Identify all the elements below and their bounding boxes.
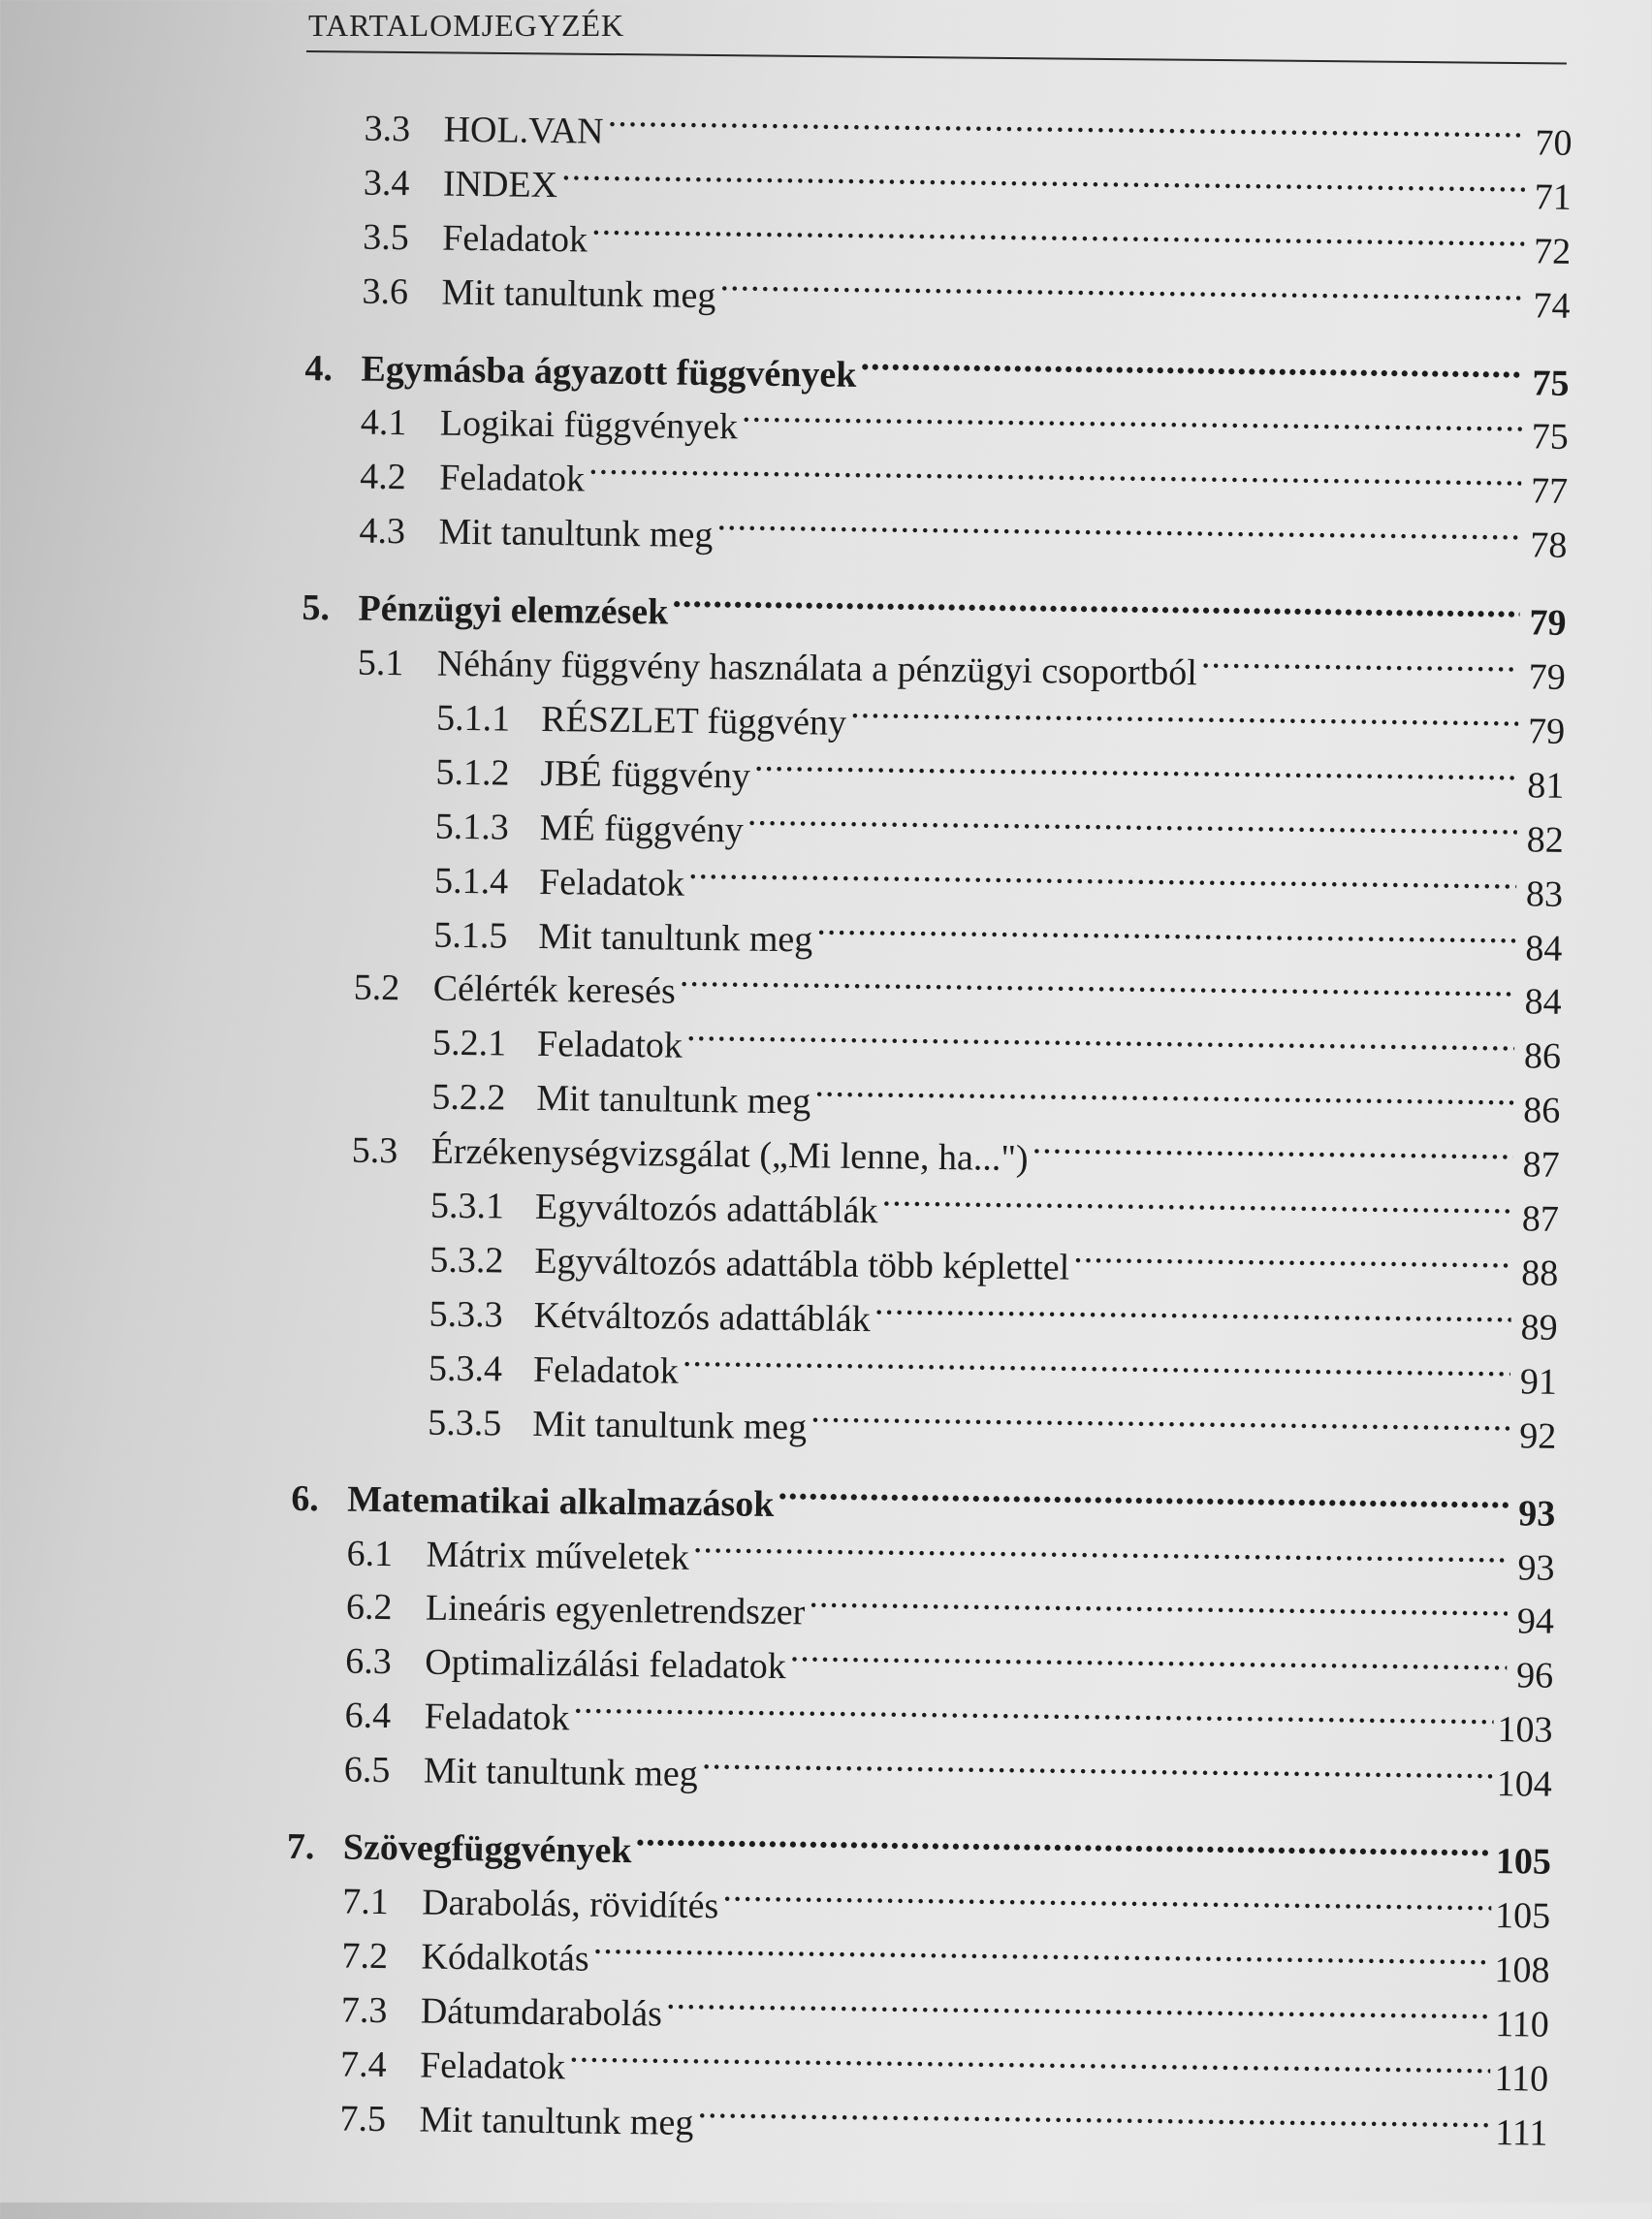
toc-entry-title: Optimalizálási feladatok <box>425 1641 786 1688</box>
dot-leader <box>666 1980 1492 2036</box>
toc-entry <box>342 1867 1551 1937</box>
dot-leader <box>874 1284 1511 1339</box>
dot-leader <box>754 742 1518 798</box>
toc-entry-page-number: 96 <box>1515 1655 1554 1696</box>
toc-chapter-entry <box>291 1464 1556 1535</box>
toc-entry-page-number: 110 <box>1494 2004 1550 2045</box>
toc-entry-title: Darabolás, rövidítés <box>421 1882 719 1927</box>
dot-leader <box>569 2032 1491 2090</box>
dot-leader <box>592 1924 1490 1981</box>
toc-entry-number: 5.1.1 <box>435 697 511 740</box>
toc-entry-title: Feladatok <box>441 217 588 261</box>
toc-entry-number: 6.2 <box>345 1586 393 1629</box>
dot-leader <box>686 1011 1515 1067</box>
toc-entry-page-number: 83 <box>1525 873 1564 915</box>
toc-entry-number: 4.3 <box>359 510 406 553</box>
toc-entry-page-number: 104 <box>1496 1763 1553 1805</box>
toc-chapter-entry <box>286 1812 1552 1883</box>
toc-entry <box>345 1572 1555 1642</box>
toc-entry <box>353 953 1562 1023</box>
toc-entry-number: 5.3.1 <box>429 1185 505 1227</box>
toc-entry-number: 5.2.1 <box>431 1022 507 1064</box>
toc-entry-title: Feladatok <box>438 457 586 500</box>
dot-leader <box>680 957 1515 1014</box>
toc-entry-page-number: 94 <box>1516 1601 1555 1642</box>
toc-entry-page-number: 111 <box>1494 2112 1548 2154</box>
toc-entry-number: 6.4 <box>344 1695 392 1737</box>
toc-entry <box>357 628 1567 698</box>
dot-leader <box>716 500 1521 556</box>
toc-entry-number: 4.1 <box>360 401 407 444</box>
toc-entry-number: 5.1 <box>357 642 404 684</box>
toc-entry-title: Feladatok <box>419 2045 566 2088</box>
toc-chapter-entry <box>304 333 1570 404</box>
toc-entry-page-number: 91 <box>1519 1361 1558 1403</box>
dot-leader <box>778 1470 1509 1525</box>
toc-entry <box>360 388 1570 458</box>
toc-entry-title: MÉ függvény <box>539 807 745 851</box>
dot-leader <box>810 1392 1510 1447</box>
toc-entry-title: Dátumdarabolás <box>420 1990 663 2035</box>
toc-entry <box>429 1280 1558 1348</box>
toc-entry-title: Néhány függvény használata a pénzügyi csoportból <box>436 643 1198 694</box>
dot-leader <box>860 340 1523 395</box>
toc-entry-page-number: 93 <box>1517 1547 1555 1589</box>
dot-leader <box>1032 1124 1513 1176</box>
toc-entry <box>351 1116 1560 1186</box>
dot-leader <box>881 1176 1512 1230</box>
toc-entry-page-number: 84 <box>1524 981 1562 1023</box>
toc-entry-page-number: 71 <box>1534 176 1573 218</box>
page-header-title: TARTALOMJEGYZÉK <box>308 8 625 43</box>
toc-entry-number: 5.3.3 <box>429 1293 503 1336</box>
toc-entry-page-number: 89 <box>1520 1307 1558 1348</box>
toc-entry-page-number: 74 <box>1533 285 1571 327</box>
toc-entry-title: Lineáris egyenletrendszer <box>425 1587 806 1633</box>
toc-entry-number: 5.1.4 <box>433 860 509 903</box>
toc-entry-page-number: 105 <box>1494 1895 1551 1937</box>
toc-entry-page-number: 86 <box>1523 1090 1561 1131</box>
toc-entry <box>359 442 1569 512</box>
toc-entry-number: 3.5 <box>362 216 409 259</box>
toc-entry-number: 6.5 <box>343 1749 391 1791</box>
toc-entry <box>428 1388 1557 1457</box>
toc-entry-number: 5.2 <box>353 967 400 1009</box>
toc-entry-title: Mit tanultunk meg <box>419 2099 694 2143</box>
toc-entry-number: 5.3 <box>351 1129 398 1172</box>
toc-entry-title: Célérték keresés <box>432 967 677 1012</box>
dot-leader <box>688 849 1517 905</box>
toc-entry <box>359 496 1568 566</box>
toc-entry-title: INDEX <box>442 163 558 206</box>
toc-entry-number: 3.6 <box>362 270 409 313</box>
toc-entry-number: 5.2.2 <box>431 1076 506 1119</box>
toc-entry-number: 7. <box>286 1825 315 1868</box>
toc-entry-page-number: 81 <box>1527 765 1565 807</box>
toc-entry-title: Mit tanultunk meg <box>532 1403 808 1448</box>
dot-leader <box>561 150 1525 208</box>
toc-entry-page-number: 78 <box>1530 524 1568 566</box>
toc-entry-page-number: 77 <box>1530 470 1569 512</box>
toc-entry <box>363 148 1573 218</box>
toc-entry-number: 5.1.5 <box>433 914 508 957</box>
toc-entry-page-number: 75 <box>1531 416 1570 458</box>
toc-entry-number: 7.3 <box>340 1989 388 2032</box>
dot-leader <box>635 1816 1492 1873</box>
toc-entry-title: Feladatok <box>536 1023 683 1066</box>
toc-entry-page-number: 88 <box>1521 1252 1559 1294</box>
toc-entry-title: Mit tanultunk meg <box>438 511 714 556</box>
toc-entry-title: Feladatok <box>538 861 685 904</box>
toc-entry-page-number: 87 <box>1521 1198 1560 1240</box>
toc-entry-title: Feladatok <box>532 1348 680 1392</box>
toc-entry <box>435 738 1565 807</box>
dot-leader <box>742 392 1522 448</box>
toc-entry-page-number: 84 <box>1525 928 1563 969</box>
toc-entry <box>346 1519 1555 1589</box>
toc-entry-number: 7.5 <box>339 2098 387 2140</box>
toc-entry-page-number: 75 <box>1532 363 1570 404</box>
toc-entry <box>339 2084 1548 2154</box>
toc-entry <box>344 1681 1553 1751</box>
toc-entry-title: Kódalkotás <box>421 1936 589 1980</box>
dot-leader <box>697 2088 1491 2144</box>
toc-entry-title: Logikai függvények <box>439 402 739 448</box>
toc-entry <box>431 1062 1561 1131</box>
toc-entry-title: Érzékenységvizsgálat („Mi lenne, ha...") <box>430 1130 1029 1180</box>
toc-entry-page-number: 87 <box>1522 1144 1560 1186</box>
toc-entry <box>362 203 1572 272</box>
dot-leader <box>672 578 1520 635</box>
toc-entry-number: 4.2 <box>359 456 406 498</box>
toc-entry-number: 5. <box>302 586 331 629</box>
toc-entry-title: Feladatok <box>424 1696 570 1739</box>
dot-leader <box>850 688 1519 743</box>
toc-entry-number: 7.2 <box>341 1935 389 1978</box>
toc-entry-number: 3.3 <box>364 108 411 150</box>
toc-entry-page-number: 108 <box>1494 1950 1550 1991</box>
toc-entry-title: Szövegfüggvények <box>342 1826 632 1872</box>
toc-entry <box>431 1008 1562 1077</box>
toc-entry <box>362 257 1571 327</box>
dot-leader <box>814 1066 1514 1122</box>
toc-entry <box>433 901 1563 969</box>
toc-entry-title: Mátrix műveletek <box>426 1534 690 1578</box>
toc-entry-page-number: 72 <box>1533 231 1572 272</box>
dot-leader <box>588 445 1522 503</box>
dot-leader <box>1201 638 1520 688</box>
toc-entry-title: Egyváltozós adattáblák <box>534 1186 878 1232</box>
dot-leader <box>1073 1233 1512 1285</box>
toc-entry-number: 7.1 <box>342 1881 390 1923</box>
toc-entry-title: Egymásba ágyazott függvények <box>361 348 857 396</box>
dot-leader <box>809 1577 1508 1633</box>
toc-entry <box>429 1225 1559 1294</box>
dot-leader <box>591 206 1525 264</box>
toc-entry <box>364 94 1573 164</box>
toc-entry-page-number: 110 <box>1494 2058 1549 2100</box>
toc-entry <box>429 1171 1560 1240</box>
toc-entry-page-number: 79 <box>1528 656 1567 698</box>
dot-leader <box>790 1632 1508 1687</box>
toc-entry-page-number: 105 <box>1495 1841 1552 1883</box>
toc-entry <box>434 792 1564 861</box>
toc-entry-page-number: 79 <box>1529 602 1567 644</box>
toc-entry-title: RÉSZLET függvény <box>540 698 847 744</box>
toc-entry-number: 5.3.4 <box>428 1347 503 1390</box>
toc-entry-title: Egyváltozós adattábla több képlettel <box>534 1240 1070 1288</box>
toc-entry-title: Mit tanultunk meg <box>536 1077 811 1123</box>
toc-entry-title: Mit tanultunk meg <box>538 915 813 961</box>
toc-entry-page-number: 82 <box>1526 819 1564 861</box>
toc-entry-number: 5.3.5 <box>428 1402 502 1444</box>
toc-chapter-entry <box>302 573 1567 644</box>
toc-entry-number: 6.1 <box>346 1533 394 1575</box>
toc-entry-number: 7.4 <box>339 2044 387 2086</box>
toc-entry <box>433 846 1564 915</box>
dot-leader <box>683 1337 1511 1393</box>
toc-entry-number: 4. <box>304 347 334 390</box>
toc-entry-title: Matematikai alkalmazások <box>347 1478 775 1525</box>
toc-entry-title: JBÉ függvény <box>540 752 751 797</box>
dot-leader <box>719 261 1524 317</box>
dot-leader <box>722 1871 1491 1927</box>
toc-entry-page-number: 93 <box>1517 1493 1556 1535</box>
dot-leader <box>816 904 1516 960</box>
dot-leader <box>702 1739 1494 1795</box>
dot-leader <box>747 796 1517 852</box>
toc-entry-page-number: 79 <box>1527 711 1566 752</box>
dot-leader <box>693 1523 1509 1579</box>
toc-entry-number: 3.4 <box>363 162 410 205</box>
toc-entry <box>339 2030 1549 2100</box>
toc-entry-page-number: 92 <box>1518 1415 1557 1457</box>
toc-entry-title: Pénzügyi elemzések <box>358 587 669 633</box>
toc-entry-page-number: 70 <box>1535 122 1573 164</box>
toc-entry-page-number: 86 <box>1523 1035 1562 1077</box>
toc-entry <box>428 1334 1558 1403</box>
toc-entry <box>340 1976 1550 2045</box>
toc-entry-title: HOL.VAN <box>443 109 604 152</box>
toc-entry-number: 5.3.2 <box>429 1239 504 1282</box>
toc-entry-number: 5.1.3 <box>434 806 510 848</box>
toc-entry-title: Mit tanultunk meg <box>423 1750 699 1795</box>
toc-entry <box>343 1735 1553 1805</box>
toc-entry-page-number: 103 <box>1497 1709 1553 1751</box>
toc-entry <box>341 1921 1550 1991</box>
toc-entry <box>345 1627 1554 1696</box>
dot-leader <box>573 1683 1494 1741</box>
toc-entry-title: Mit tanultunk meg <box>441 271 716 317</box>
toc-entry <box>435 683 1566 752</box>
toc-entry-number: 5.1.2 <box>435 751 510 794</box>
toc-entry-title: Kétváltozós adattáblák <box>533 1294 872 1341</box>
dot-leader <box>607 97 1525 155</box>
toc-entry-number: 6.3 <box>345 1640 393 1683</box>
toc-entry-number: 6. <box>291 1477 320 1520</box>
